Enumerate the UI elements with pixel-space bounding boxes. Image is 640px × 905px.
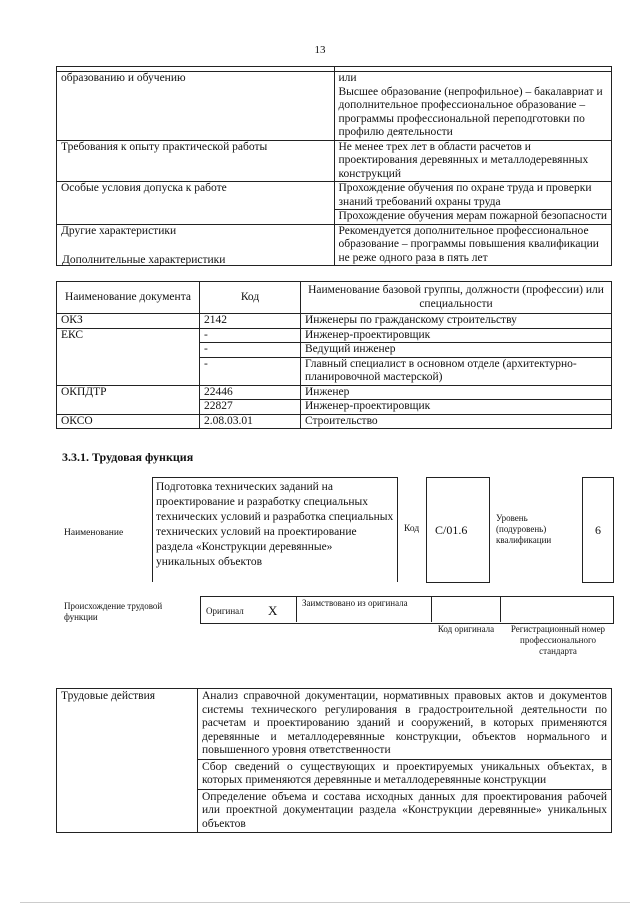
action-item: Определение объема и состава исходных данных для проектирования рабочей или проектной документации раздела «Конструкции деревянные» уникальных объектов: [198, 789, 612, 833]
name-cell: Инженер-проектировщик: [301, 328, 612, 343]
function-name: Подготовка технических заданий на проектирование и разработку специальных технических условий и разработка специальных технических условий на проектирование раздела «Конструкции деревянные» уникальных объектов: [156, 481, 394, 568]
divider: [500, 596, 501, 622]
name-cell: Строительство: [301, 414, 612, 429]
table-row: [57, 414, 612, 429]
name-cell: Ведущий инженер: [301, 343, 612, 358]
origin-label: Происхождение трудовой функции: [64, 601, 163, 622]
doc-cell: ОКСО: [57, 414, 200, 429]
row-label: Требования к опыту практической работы: [57, 140, 335, 182]
action-item: Анализ справочной документации, нормативных правовых актов и документов системы технического регулирования в градостроительной деятельности по расчетам и проектированию зданий и сооружений, в которых применяются деревянные и металлодеревянные конструкции, объектов нормального и повышенного уровня ответственности: [198, 689, 612, 760]
name-cell: Инженер-проектировщик: [301, 400, 612, 415]
row-value: Рекомендуется дополнительное профессиональное образование – программы повышения квалификации не реже одного раза в пять лет: [334, 224, 612, 266]
doc-cell: ОКПДТР: [57, 385, 200, 414]
doc-cell: ОКЗ: [57, 314, 200, 329]
additional-table: [56, 281, 612, 429]
code-value: C/01.6: [435, 523, 468, 537]
code-cell: 22446: [200, 385, 301, 400]
row-value: Прохождение обучения мерам пожарной безопасности: [334, 210, 612, 225]
level-value: 6: [595, 523, 601, 537]
name-cell: Главный специалист в основном отделе (архитектурно-планировочной мастерской): [301, 357, 612, 385]
divider: [431, 596, 432, 622]
action-item: Сбор сведений о существующих и проектируемых уникальных объектах, в которых применяются деревянные и металлодеревянные конструкции: [198, 759, 612, 789]
borrowed-label: Заимствовано из оригинала: [302, 598, 408, 608]
code-label: Код: [404, 524, 420, 534]
additional-title: Дополнительные характеристики: [62, 254, 226, 266]
table-row: [57, 72, 612, 141]
original-label: Оригинал: [206, 606, 244, 616]
row-value: Не менее трех лет в области расчетов и проектирования деревянных и металлодеревянных конструкций: [334, 140, 612, 182]
table-row: [57, 314, 612, 329]
code-cell: 2.08.03.01: [200, 414, 301, 429]
table-row: [57, 140, 612, 182]
code-cell: -: [200, 357, 301, 385]
table-header-row: [57, 282, 612, 314]
code-box: [426, 477, 490, 583]
actions-table: [56, 688, 612, 833]
row-value: Прохождение обучения по охране труда и проверки знаний требований охраны труда: [334, 182, 612, 210]
requirements-table: [56, 66, 612, 266]
column-header: Код: [200, 282, 301, 314]
table-row: [57, 689, 612, 760]
level-label: Уровень (подуровень) квалификации: [496, 513, 552, 545]
line: Высшее образование (непрофильное) – бакалавриат и дополнительное профессиональное образование – программы профессиональной переподготовки по профилю деятельности: [338, 85, 603, 138]
reg-number-label: Регистрационный номер профессионального стандарта: [510, 624, 606, 656]
row-label: Другие характеристики: [57, 224, 335, 266]
column-header: Наименование базовой группы, должности (профессии) или специальности: [301, 282, 612, 314]
column-header: Наименование документа: [57, 282, 200, 314]
doc-cell: ЕКС: [57, 328, 200, 385]
code-cell: -: [200, 343, 301, 358]
divider: [296, 596, 297, 622]
level-box: [582, 477, 614, 583]
section-title: 3.3.1. Трудовая функция: [62, 450, 194, 464]
name-cell: Инженеры по гражданскому строительству: [301, 314, 612, 329]
row-value: [334, 72, 612, 141]
code-original-label: Код оригинала: [437, 624, 495, 634]
table-row: [57, 328, 612, 343]
line: или: [338, 72, 357, 84]
code-cell: -: [200, 328, 301, 343]
row-label: образованию и обучению: [57, 72, 335, 141]
actions-label: Трудовые действия: [57, 689, 198, 833]
code-cell: 2142: [200, 314, 301, 329]
code-cell: 22827: [200, 400, 301, 415]
page-bottom-edge: [20, 902, 630, 903]
page-number: 13: [314, 44, 326, 56]
original-mark: X: [268, 603, 278, 618]
row-label: Особые условия допуска к работе: [57, 182, 335, 225]
table-row: [57, 385, 612, 400]
table-row: [57, 182, 612, 210]
name-cell: Инженер: [301, 385, 612, 400]
function-name-box: [152, 477, 398, 582]
name-label: Наименование: [64, 528, 124, 538]
